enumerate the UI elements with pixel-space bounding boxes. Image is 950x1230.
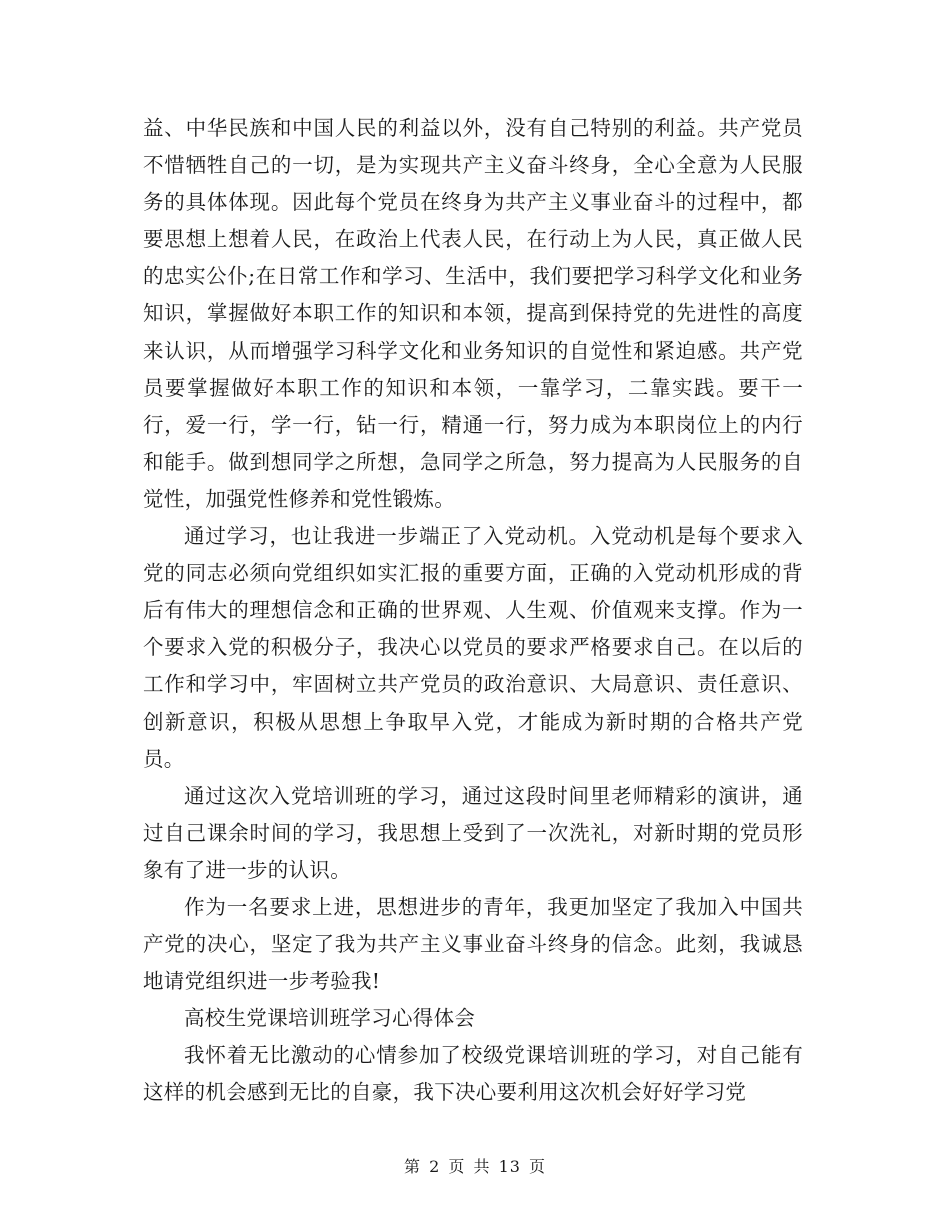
page-footer	[0, 1154, 950, 1177]
footer-label-page: 第	[403, 1157, 421, 1176]
section-title: 高校生党课培训班学习心得体会	[184, 1006, 476, 1031]
paragraph-motivation: 通过学习，也让我进一步端正了入党动机。入党动机是每个要求入党的同志必须向党组织如实汇报的重要方面，正确的入党动机形成的背后有伟大的理想信念和正确的世界观、人生观、价值观来支撑。作为一个要求入党的积极分子，我决心以党员的要求严格要求自己。在以后的工作和学习中，牢固树立共产党员的政治意识、大局意识、责任意识、创新意识，积极从思想上争取早入党，才能成为新时期的合格共产党员。	[143, 524, 803, 771]
footer-current-page: 2	[429, 1157, 441, 1176]
footer-total-pages: 13	[498, 1157, 521, 1176]
paragraph-resolve: 作为一名要求上进，思想进步的青年，我更加坚定了我加入中国共产党的决心，坚定了我为共产主义事业奋斗终身的信念。此刻，我诚恳地请党组织进一步考验我!	[143, 894, 803, 994]
footer-label-total: 共	[473, 1157, 491, 1176]
paragraph-training: 通过这次入党培训班的学习，通过这段时间里老师精彩的演讲，通过自己课余时间的学习，我思想上受到了一次洗礼，对新时期的党员形象有了进一步的认识。	[143, 783, 803, 882]
footer-label-unit-end: 页	[529, 1157, 547, 1176]
paragraph-new-section: 我怀着无比激动的心情参加了校级党课培训班的学习，对自己能有这样的机会感到无比的自豪，我下决心要利用这次机会好好学习党	[143, 1043, 803, 1105]
footer-label-unit: 页	[448, 1157, 466, 1176]
paragraph-continued: 益、中华民族和中国人民的利益以外，没有自己特别的利益。共产党员不惜牺牲自己的一切，是为实现共产主义奋斗终身，全心全意为人民服务的具体体现。因此每个党员在终身为共产主义事业奋斗的过程中，都要思想上想着人民，在政治上代表人民，在行动上为人民，真正做人民的忠实公仆;在日常工作和学习、生活中，我们要把学习科学文化和业务知识，掌握做好本职工作的知识和本领，提高到保持党的先进性的高度来认识，从而增强学习科学文化和业务知识的自觉性和紧迫感。共产党员要掌握做好本职工作的知识和本领，一靠学习，二靠实践。要干一行，爱一行，学一行，钻一行，精通一行，努力成为本职岗位上的内行和能手。做到想同学之所想，急同学之所急，努力提高为人民服务的自觉性，加强党性修养和党性锻炼。	[143, 116, 803, 511]
document-body	[143, 110, 803, 1112]
